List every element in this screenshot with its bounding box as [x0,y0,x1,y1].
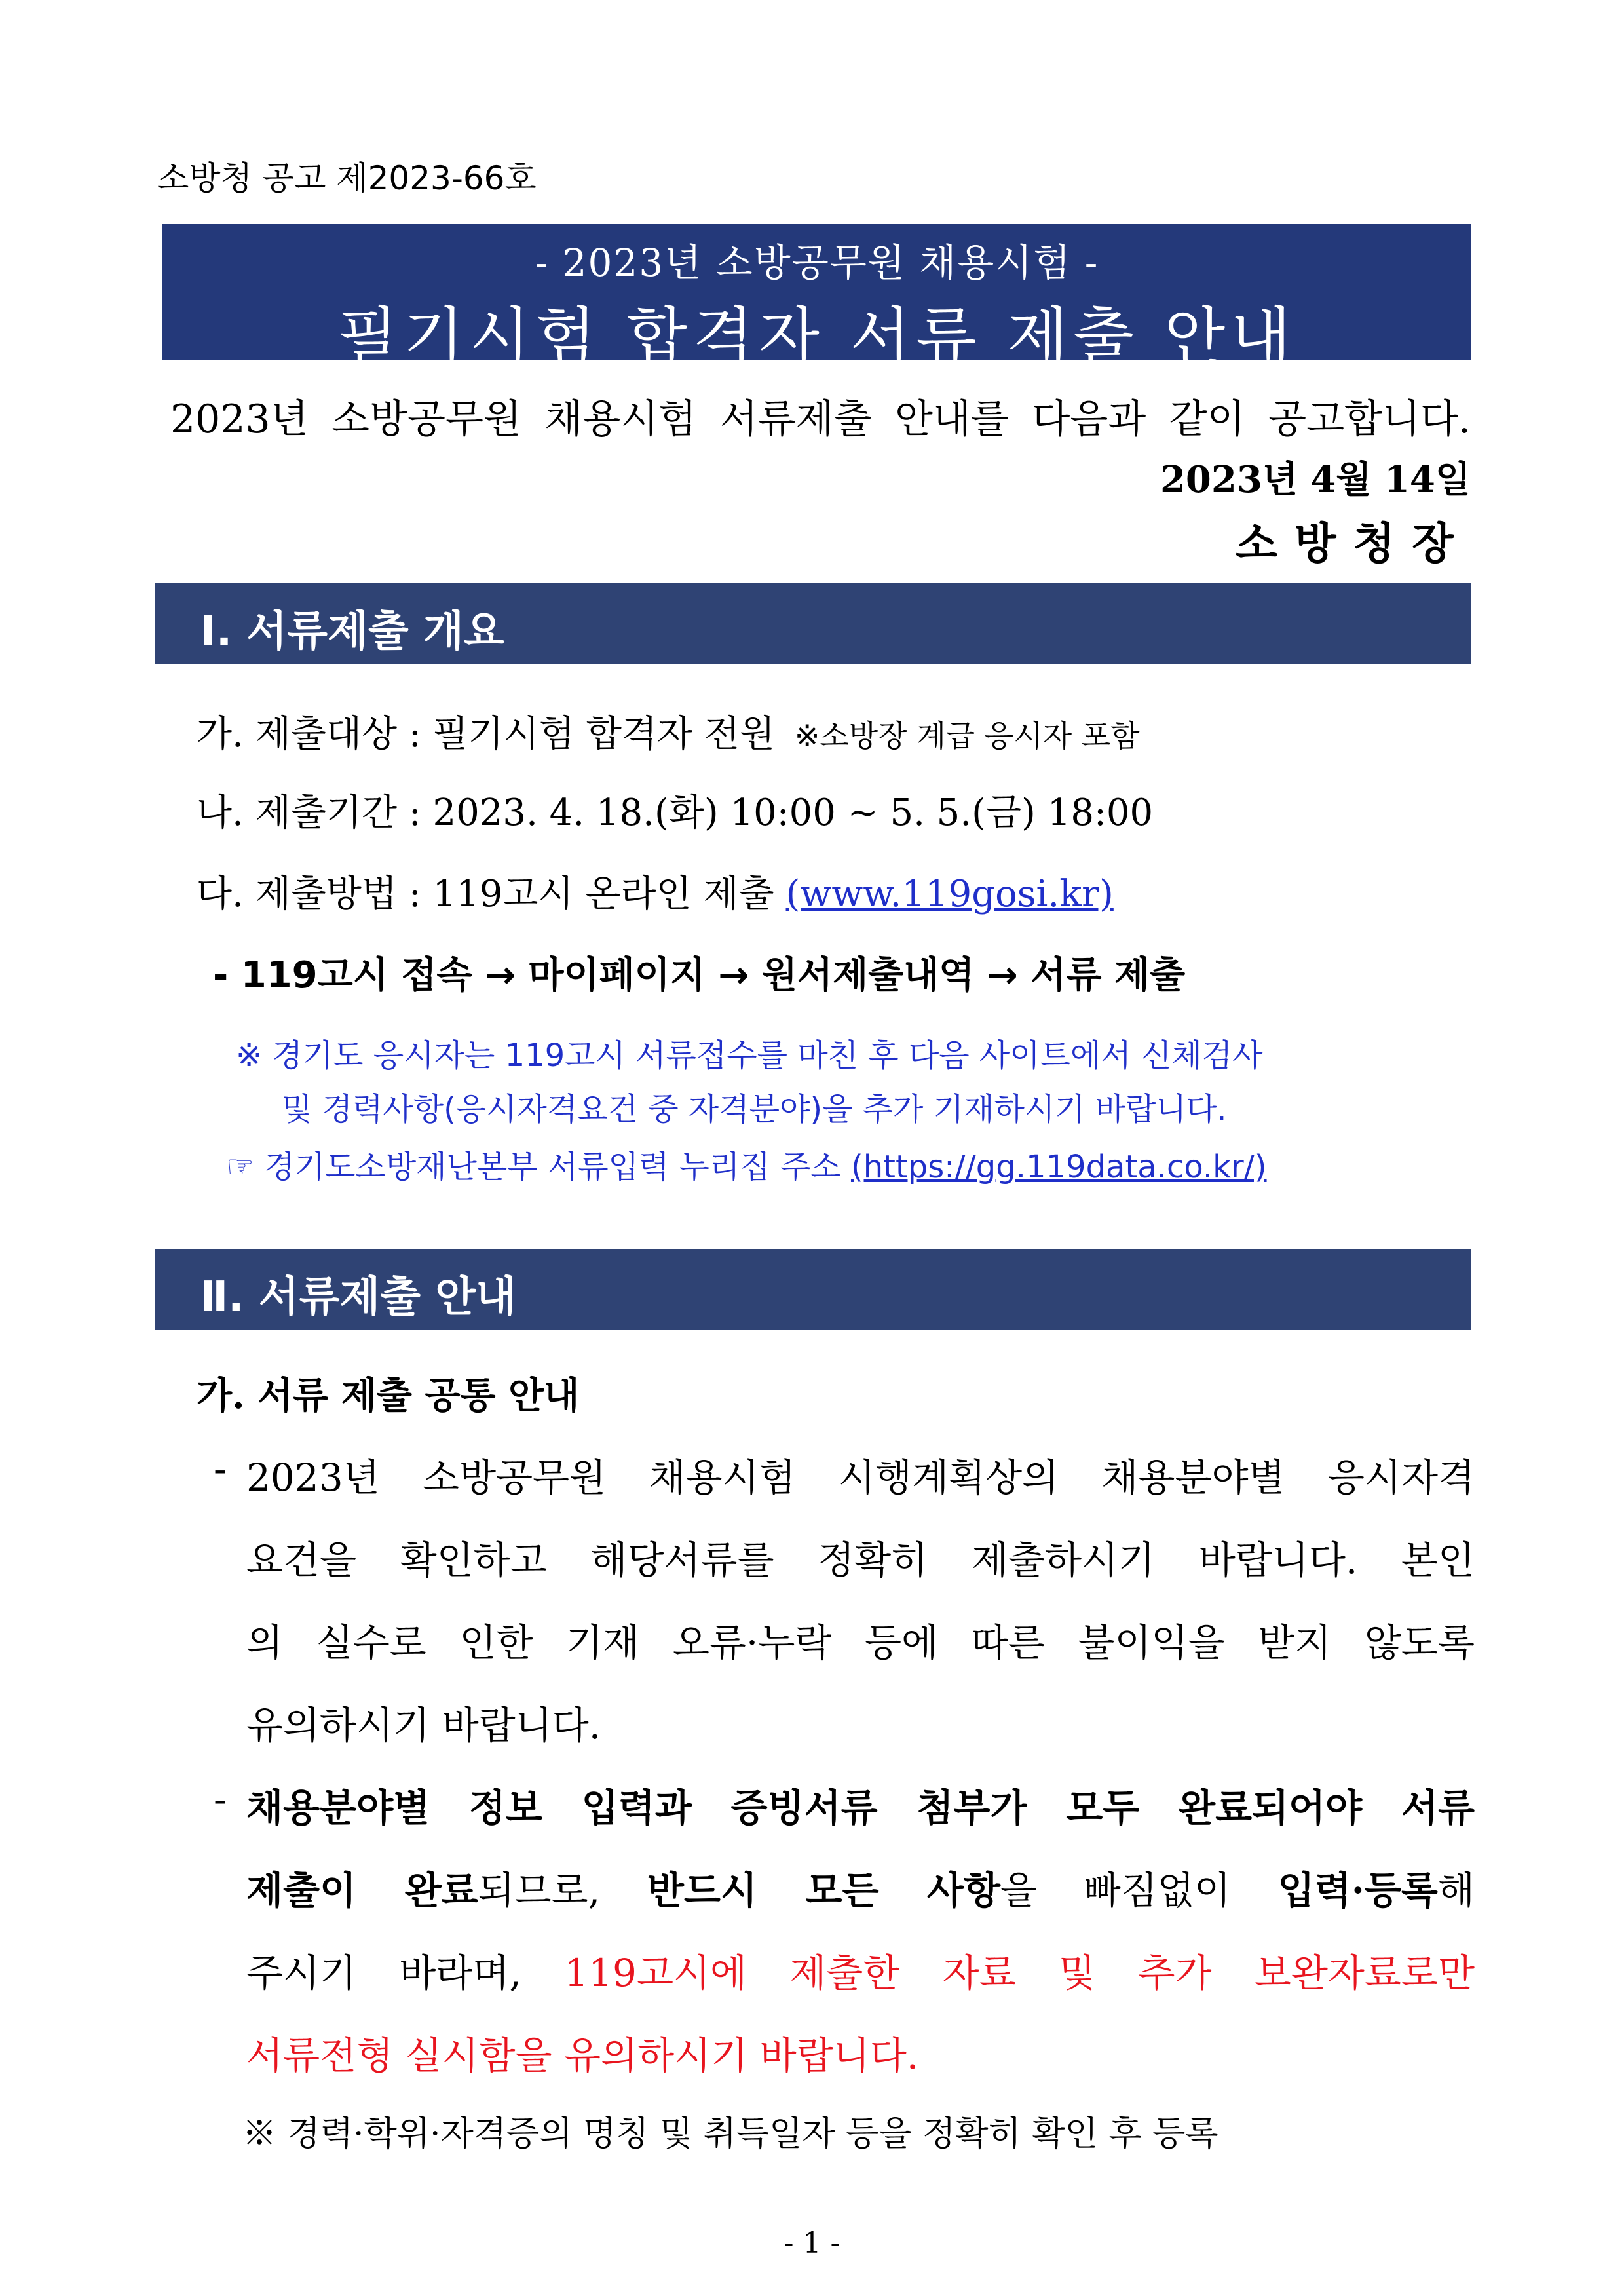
title-banner [162,224,1471,373]
dash-marker-1: - [214,1447,227,1491]
dash2-line3-a: 주시기 바라며, [246,1951,565,1995]
dash2-line2-e: 입력·등록 [1277,1868,1438,1913]
item-da-label: 다. 제출방법 : 119고시 온라인 제출 [197,873,774,915]
item-submission-period: 나. 제출기간 : 2023. 4. 18.(화) 10:00 ~ 5. 5.(금) 18:00 [197,792,1154,834]
final-note: ※ 경력·학위·자격증의 명칭 및 취득일자 등을 정확히 확인 후 등록 [242,2114,1218,2154]
dash2-line2-d: 을 빠짐없이 [1000,1868,1278,1913]
gyeonggi-site-link[interactable]: (https://gg.119data.co.kr/) [850,1149,1267,1185]
dash2-line2-a: 제출이 완료 [246,1868,478,1913]
intro-text: 2023년 소방공무원 채용시험 서류제출 안내를 다음과 같이 공고합니다. [170,396,1471,442]
dash1-line4: 유의하시기 바랍니다. [246,1703,601,1748]
page-title: 필기시험 합격자 서류 제출 안내 [337,300,1296,373]
title-subtitle: - 2023년 소방공무원 채용시험 - [535,240,1099,285]
gyeonggi-site-label: ☞ 경기도소방재난본부 서류입력 누리집 주소 [226,1149,841,1185]
dash2-line2 [246,1860,1475,1915]
dash1-line1: 2023년 소방공무원 채용시험 시행계획상의 채용분야별 응시자격 [246,1455,1475,1500]
dash2-line3-b: 119고시에 제출한 자료 및 추가 보완자료로만 [564,1951,1475,1995]
item-submission-method [197,865,1114,917]
gyeonggi-note-line2: 및 경력사항(응시자격요건 중 자격분야)을 추가 기재하시기 바랍니다. [282,1091,1227,1128]
dash2-line2-f: 해 [1437,1868,1475,1913]
dash2-line1: 채용분야별 정보 입력과 증빙서류 첨부가 모두 완료되어야 서류 [246,1786,1475,1830]
gyeonggi-site [226,1141,1267,1187]
section-1-header [155,583,1471,664]
submission-path: - 119고시 접속 → 마이페이지 → 원서제출내역 → 서류 제출 [213,954,1186,997]
section-2-heading: Ⅱ. 서류제출 안내 [200,1273,516,1322]
dash1-line2: 요건을 확인하고 해당서류를 정확히 제출하시기 바랍니다. 본인 [246,1538,1475,1582]
dash1-line3: 의 실수로 인한 기재 오류·누락 등에 따른 불이익을 받지 않도록 [246,1620,1475,1665]
section-2-header [155,1249,1471,1330]
dash2-line3 [246,1942,1475,1997]
item-submission-target [197,705,1140,757]
page-number: - 1 - [784,2227,840,2260]
item-ga-label: 가. 제출대상 : 필기시험 합격자 전원 [197,713,776,756]
dash2-line4: 서류전형 실시함을 유의하시기 바랍니다. [246,2033,919,2078]
item-ga-note: ※소방장 계급 응시자 포함 [794,718,1140,754]
notice-number: 소방청 공고 제2023-66호 [157,159,537,197]
common-guide-heading: 가. 서류 제출 공통 안내 [197,1374,580,1417]
dash-marker-2: - [214,1777,227,1822]
announcement-date: 2023년 4월 14일 [1160,458,1471,501]
gosi-link[interactable]: (www.119gosi.kr) [785,873,1114,915]
gyeonggi-note-line1: ※ 경기도 응시자는 119고시 서류접수를 마친 후 다음 사이트에서 신체검사 [236,1037,1263,1074]
dash2-line2-b: 되므로, [478,1868,647,1913]
section-1-heading: Ⅰ. 서류제출 개요 [200,607,504,656]
dash2-line2-c: 반드시 모든 사항 [647,1868,1001,1913]
signer-name: 소방청장 [1235,518,1471,569]
